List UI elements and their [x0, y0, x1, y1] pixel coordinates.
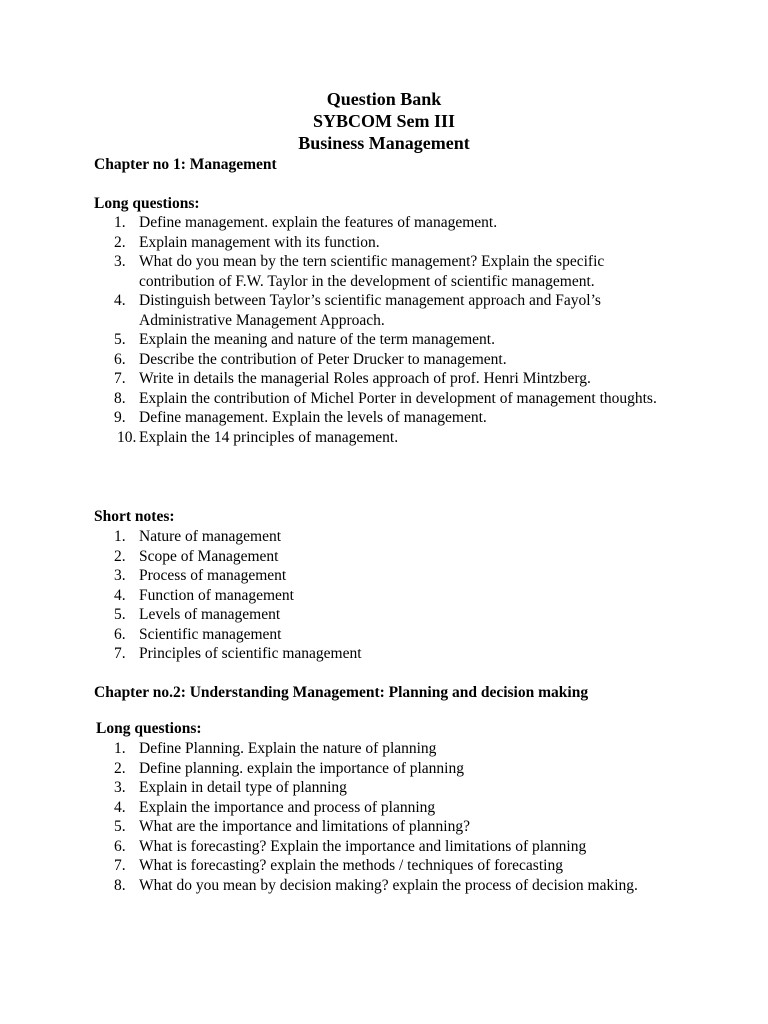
- item-text: Describe the contribution of Peter Drucker to management.: [139, 350, 507, 368]
- chapter-1-long-questions-heading: Long questions:: [94, 195, 200, 212]
- list-item: [0, 213, 679, 233]
- chapter-2-long-questions-heading: Long questions:: [96, 720, 202, 737]
- item-number: 7.: [114, 370, 126, 387]
- list-item: [0, 586, 679, 606]
- chapter-1-short-notes-heading: Short notes:: [94, 508, 175, 525]
- list-item: [0, 605, 679, 625]
- item-number: 5.: [114, 818, 126, 835]
- item-text: Process of management: [139, 567, 287, 584]
- document-title-block: [0, 88, 768, 154]
- item-text: Define Planning. Explain the nature of planning: [139, 740, 437, 757]
- item-number: 4.: [114, 798, 126, 816]
- list-item: [0, 778, 679, 798]
- list-item: [0, 644, 679, 664]
- item-number: 5.: [114, 331, 126, 348]
- chapter-2-long-questions-list: [0, 739, 679, 895]
- list-item: [0, 856, 679, 876]
- item-text: Scientific management: [139, 625, 282, 643]
- item-text: Define planning. explain the importance of planning: [139, 759, 464, 777]
- list-item: [0, 625, 679, 645]
- list-item: [0, 527, 679, 547]
- chapter-1-short-notes-list: [0, 527, 679, 664]
- list-item: [0, 566, 679, 586]
- list-item: [0, 547, 679, 567]
- chapter-1-long-questions-list: [0, 213, 679, 447]
- item-text: What do you mean by the tern scientific management? Explain the specific contribution of F.W. Taylor in the development of scientific management.: [139, 253, 605, 290]
- item-number: 4.: [114, 292, 126, 309]
- item-number: 9.: [114, 409, 126, 426]
- list-item: [0, 739, 679, 759]
- item-text: What are the importance and limitations of planning?: [139, 818, 470, 835]
- item-number: 7.: [114, 857, 126, 874]
- item-text: What is forecasting? Explain the importance and limitations of planning: [139, 837, 587, 855]
- list-item: [0, 291, 679, 330]
- document-title: Question Bank: [326, 89, 442, 109]
- item-number: 3.: [114, 567, 126, 584]
- item-number: 6.: [114, 625, 126, 643]
- list-item: [0, 350, 679, 370]
- list-item: [0, 428, 679, 448]
- list-item: [0, 759, 679, 779]
- item-text: What is forecasting? explain the methods / techniques of forecasting: [139, 857, 563, 874]
- list-item: [0, 330, 679, 350]
- item-text: Explain the 14 principles of management.: [139, 428, 399, 446]
- list-item: [0, 798, 679, 818]
- item-number: 3.: [114, 253, 126, 270]
- item-number: 6.: [114, 350, 126, 368]
- item-number: 8.: [114, 389, 126, 407]
- item-number: 10.: [117, 428, 137, 446]
- list-item: [0, 369, 679, 389]
- item-text: Scope of Management: [139, 547, 279, 565]
- list-item: [0, 233, 679, 253]
- list-item: [0, 817, 679, 837]
- item-number: 8.: [114, 876, 126, 894]
- item-text: Define management. explain the features of management.: [139, 214, 498, 231]
- list-item: [0, 408, 679, 428]
- chapter-1-title: Chapter no 1: Management: [94, 156, 277, 173]
- item-text: Function of management: [139, 586, 294, 604]
- item-number: 3.: [114, 779, 126, 796]
- item-text: Explain in detail type of planning: [139, 779, 347, 796]
- item-text: Levels of management: [139, 606, 281, 623]
- list-item: [0, 837, 679, 857]
- item-number: 4.: [114, 586, 126, 604]
- item-number: 2.: [114, 759, 126, 777]
- item-number: 1.: [114, 528, 126, 545]
- item-text: Explain the meaning and nature of the term management.: [139, 331, 495, 348]
- item-text: Write in details the managerial Roles approach of prof. Henri Mintzberg.: [139, 370, 591, 387]
- item-text: Explain the contribution of Michel Porter in development of management thoughts.: [139, 389, 657, 407]
- item-text: Principles of scientific management: [139, 645, 362, 662]
- list-item: [0, 252, 679, 291]
- item-text: Distinguish between Taylor’s scientific management approach and Fayol’s Administrative Management Approach.: [139, 292, 601, 329]
- item-text: Define management. Explain the levels of management.: [139, 409, 487, 426]
- course-name: SYBCOM Sem III: [312, 111, 455, 131]
- item-text: Nature of management: [139, 528, 282, 545]
- item-number: 1.: [114, 740, 126, 757]
- item-number: 6.: [114, 837, 126, 855]
- subject-name: Business Management: [298, 133, 470, 153]
- chapter-2-title: Chapter no.2: Understanding Management: Planning and decision making: [94, 684, 589, 701]
- item-text: Explain the importance and process of planning: [139, 798, 436, 816]
- item-text: What do you mean by decision making? explain the process of decision making.: [139, 876, 638, 894]
- item-number: 7.: [114, 645, 126, 662]
- item-number: 2.: [114, 547, 126, 565]
- item-number: 5.: [114, 606, 126, 623]
- list-item: [0, 876, 679, 896]
- item-number: 2.: [114, 233, 126, 251]
- item-text: Explain management with its function.: [139, 233, 380, 251]
- item-number: 1.: [114, 214, 126, 231]
- list-item: [0, 389, 679, 409]
